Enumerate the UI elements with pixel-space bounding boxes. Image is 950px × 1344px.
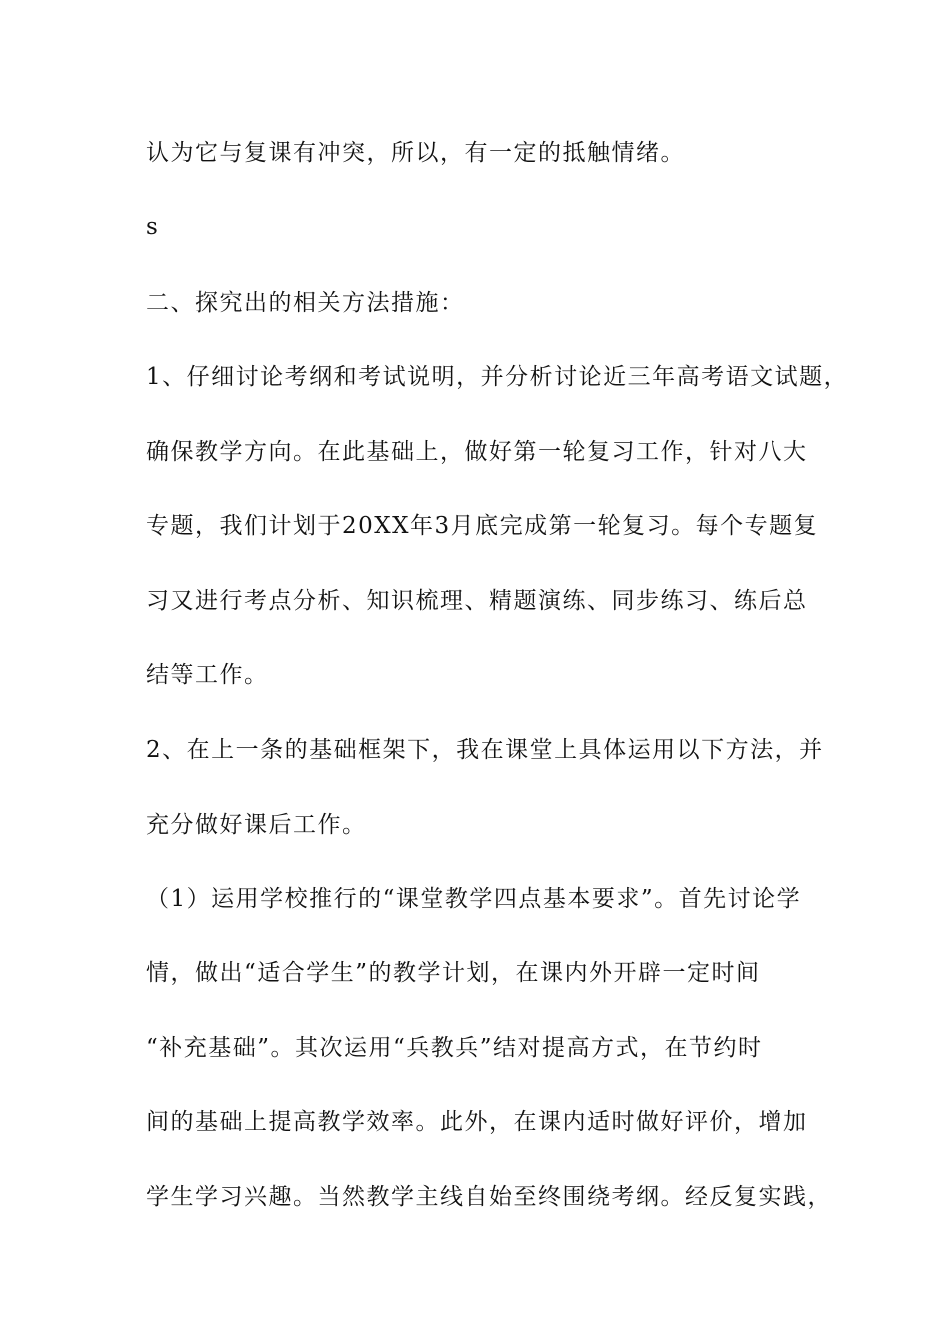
text-line: “补充基础”。其次运用“兵教兵”结对提高方式，在节约时 (146, 1035, 763, 1061)
text-line: 确保教学方向。在此基础上，做好第一轮复习工作，针对八大 (146, 439, 808, 465)
text-line: 学生学习兴趣。当然教学主线自始至终围绕考纲。经反复实践， (146, 1184, 832, 1210)
text-line: 情，做出“适合学生”的教学计划，在课内外开辟一定时间 (146, 960, 761, 986)
text-line: 2、在上一条的基础框架下，我在课堂上具体运用以下方法，并 (146, 737, 824, 763)
text-line: （1）运用学校推行的“课堂教学四点基本要求”。首先讨论学 (146, 886, 802, 912)
text-line: s (146, 214, 160, 240)
text-line: 结等工作。 (146, 662, 269, 688)
text-line: 专题，我们计划于20XX年3月底完成第一轮复习。每个专题复 (146, 513, 819, 539)
text-line: 间的基础上提高教学效率。此外，在课内适时做好评价，增加 (146, 1109, 808, 1135)
text-line: 习又进行考点分析、知识梳理、精题演练、同步练习、练后总 (146, 588, 808, 614)
section-heading: 二、探究出的相关方法措施： (146, 290, 465, 316)
text-line: 1、仔细讨论考纲和考试说明，并分析讨论近三年高考语文试题， (146, 364, 849, 390)
text-line: 充分做好课后工作。 (146, 812, 367, 838)
text-line: 认为它与复课有冲突，所以，有一定的抵触情绪。 (146, 140, 685, 166)
